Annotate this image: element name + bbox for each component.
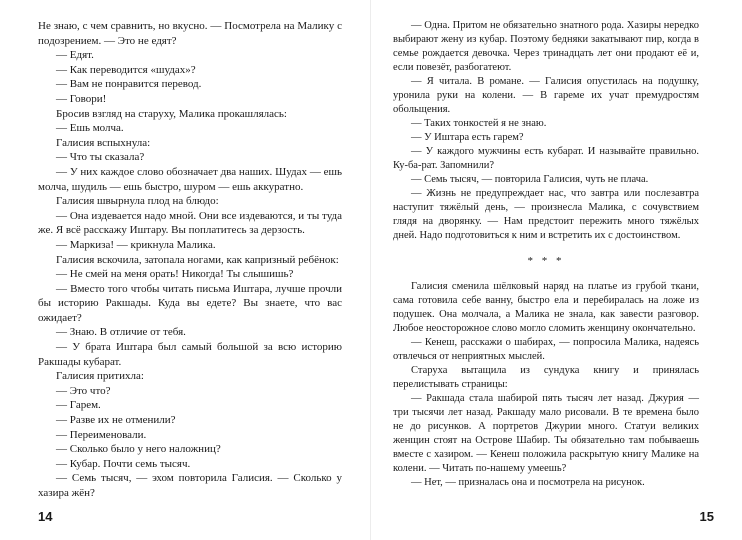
paragraph: — У каждого мужчины есть кубарат. И называйте правильно. Ку-ба-рат. Запомнили? [393, 146, 699, 171]
paragraph: — Маркиза! — крикнула Малика. [56, 238, 216, 251]
page-number: 14 [38, 509, 53, 524]
paragraph: — Переименовали. [56, 428, 147, 441]
paragraph: — Семь тысяч, — повторила Галисия, чуть не плача. [411, 174, 649, 185]
paragraph: — У Иштара есть гарем? [411, 132, 524, 143]
paragraph: — Жизнь не предупреждает нас, что завтра или послезавтра наступит тяжёлый день, — произнесла Малика, с сочувствием глядя на дворянку. — Нам предстоит пережить много тяжёлых дней. Надо подготовиться к ним и встретить их с достоинством. [393, 188, 699, 241]
paragraph: Галисия сменила шёлковый наряд на платье из грубой ткани, сама готовила себе ванну, быстро ела и перебиралась на ложе из подушек. Она молчала, а Малика не знала, как завести разговор. Любое неосторожное слово могло сломить женщину окончательно. [393, 281, 699, 334]
paragraph: — Едят. [56, 49, 94, 62]
paragraph: Галисия вспыхнула: [56, 136, 151, 149]
page-number: 15 [699, 509, 714, 524]
paragraph: — Она издевается надо мной. Они все издеваются, и ты туда же. Я всё расскажу Иштару. Вы поплатитесь за дерзость. [38, 209, 342, 237]
paragraph: — Нет, — призналась она и посмотрела на рисунок. [411, 477, 645, 488]
right-page [371, 0, 742, 540]
paragraph: — Таких тонкостей я не знаю. [411, 118, 547, 129]
paragraph: Галисия швырнула плод на блюдо: [56, 195, 219, 208]
paragraph: — Сколько было у него наложниц? [56, 443, 221, 456]
paragraph: — Вам не понравится перевод. [56, 78, 202, 91]
paragraph: — Что ты сказала? [56, 151, 145, 164]
paragraph: — Кенеш, расскажи о шабирах, — попросила Малика, надеясь отвлечься от неприятных мыслей. [393, 337, 699, 362]
paragraph: — Вместо того чтобы читать письма Иштара, лучше прочли бы историю Ракшады. Куда вы едете? Вы знаете, что вас ожидает? [38, 282, 342, 324]
paragraph: — У брата Иштара был самый большой за всю историю Ракшады кубарат. [38, 341, 342, 368]
paragraph: Бросив взгляд на старуху, Малика прокашлялась: [56, 107, 287, 120]
right-page-text [393, 19, 699, 490]
paragraph: — Одна. Притом не обязательно знатного рода. Хазиры нередко выбирают жену из кубар. Поэтому бедняки закатывают пир, когда в семье рождается девочка. Через тринадцать лет они продают её и, если повезёт, разбогатеют. [393, 20, 699, 73]
paragraph: — Не смей на меня орать! Никогда! Ты слышишь? [56, 268, 294, 281]
paragraph: — Говори! [56, 92, 107, 105]
paragraph: Галисия притихла: [56, 370, 144, 383]
paragraph: — Разве их не отменили? [56, 414, 176, 427]
paragraph: Не знаю, с чем сравнить, но вкусно. — Посмотрела на Малику с подозрением. — Это не едят? [38, 20, 342, 47]
paragraph: — Это что? [56, 384, 111, 397]
paragraph: — Ракшада стала шабирой пять тысяч лет назад. Джурия — три тысячи лет назад. Ракшаду мало рисовали. В те времена было не до рисунков. А портретов Джурии много. Статуи великих женщин стоят на Острове Шабир. Ты обязательно там побываешь вместе с хазиром. — Кенеш положила раскрытую книгу Малике на колени. — Читать по-нашему умеешь? [393, 393, 699, 474]
left-page-text [38, 19, 342, 501]
paragraph: — Гарем. [56, 399, 101, 412]
paragraph: Галисия вскочила, затопала ногами, как капризный ребёнок: [56, 253, 339, 266]
paragraph: Старуха вытащила из сундука книгу и принялась перелистывать страницы: [393, 365, 699, 390]
paragraph: — Семь тысяч, — эхом повторила Галисия. — Сколько у хазира жён? [38, 472, 342, 499]
paragraph: — Я читала. В романе. — Галисия опустилась на подушку, уронила руки на колени. — В гареме их учат премудростям обольщения. [393, 76, 699, 115]
paragraph: — Как переводится «шудах»? [56, 63, 196, 76]
paragraph: — Ешь молча. [56, 122, 124, 135]
section-break: * * * [527, 255, 565, 267]
paragraph: — Кубар. Почти семь тысяч. [56, 457, 191, 470]
paragraph: — Знаю. В отличие от тебя. [56, 326, 186, 339]
paragraph: — У них каждое слово обозначает два наших. Шудах — ешь молча, шудиль — ешь быстро, шуром — ешь аккуратно. [38, 165, 342, 193]
